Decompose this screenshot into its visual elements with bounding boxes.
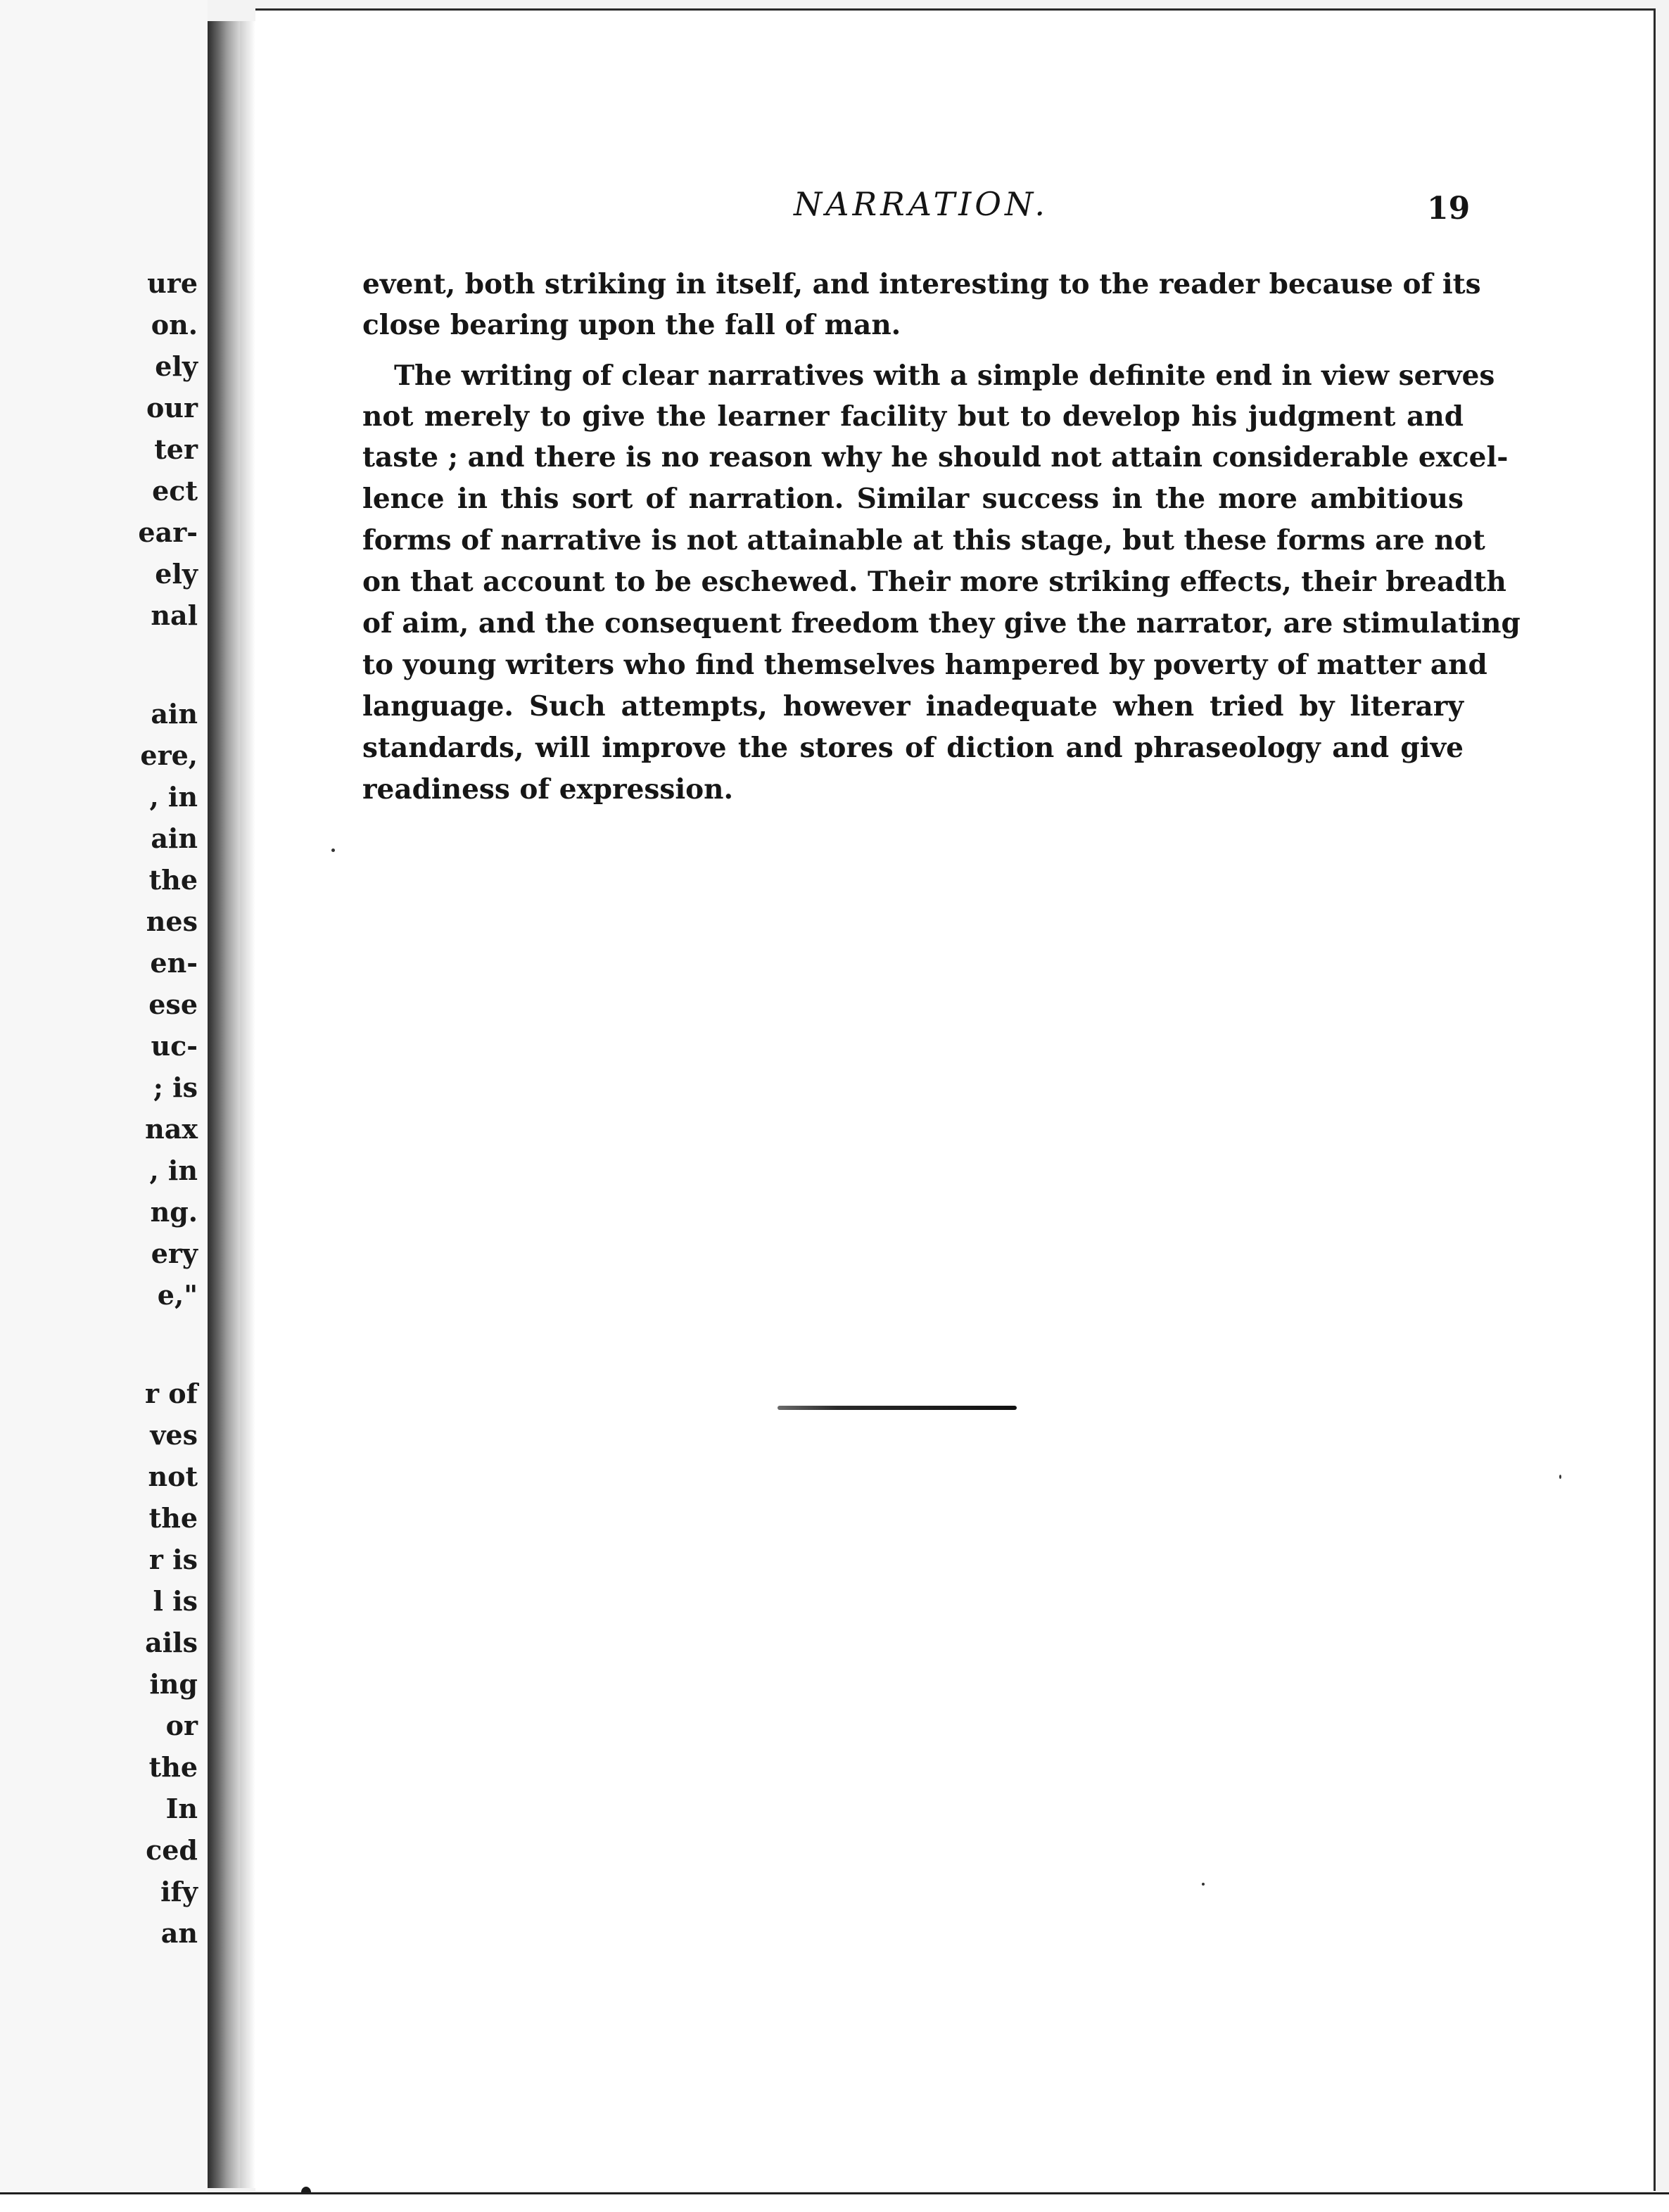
left-fragment: , in bbox=[149, 1155, 198, 1186]
left-fragment: ear- bbox=[138, 516, 198, 548]
running-title: NARRATION. bbox=[794, 185, 1048, 223]
left-fragment: ter bbox=[154, 433, 198, 465]
page-bottom-edge bbox=[0, 2192, 1669, 2212]
left-fragment: ely bbox=[155, 558, 198, 590]
left-fragment: ing bbox=[149, 1668, 198, 1700]
scan-speck bbox=[1202, 1883, 1205, 1886]
left-fragment: ng. bbox=[150, 1196, 198, 1228]
text-line: readiness of expression. bbox=[362, 773, 734, 806]
text-line: language. Such attempts, however inadequate when tried by literary bbox=[362, 690, 1464, 723]
left-fragment: an bbox=[160, 1917, 198, 1949]
left-fragment: on. bbox=[151, 309, 198, 341]
text-line: of aim, and the consequent freedom they give the narrator, are stimulating bbox=[362, 607, 1521, 640]
left-facing-page bbox=[0, 0, 208, 2212]
text-line: forms of narrative is not attainable at this stage, but these forms are not bbox=[362, 524, 1485, 557]
text-line: close bearing upon the fall of man. bbox=[362, 309, 901, 341]
scan-speck bbox=[331, 848, 335, 852]
left-fragment: nes bbox=[146, 905, 198, 937]
left-fragment: en- bbox=[150, 947, 198, 979]
left-fragment: e," bbox=[157, 1279, 198, 1311]
left-fragment: ced bbox=[146, 1834, 198, 1866]
left-fragment: our bbox=[146, 392, 198, 424]
left-fragment: the bbox=[148, 864, 198, 896]
left-fragment: , in bbox=[149, 781, 198, 813]
text-line: on that account to be eschewed. Their more striking effects, their breadth bbox=[362, 566, 1506, 598]
text-line: event, both striking in itself, and interesting to the reader because of its bbox=[362, 268, 1481, 300]
left-fragment: not bbox=[148, 1461, 198, 1492]
left-fragment: ure bbox=[147, 267, 198, 299]
left-fragment: ery bbox=[151, 1238, 198, 1269]
left-fragment: ain bbox=[151, 822, 198, 854]
left-fragment: In bbox=[165, 1793, 198, 1824]
left-page-text-fragments bbox=[1, 0, 198, 2212]
section-end-rule bbox=[778, 1406, 1017, 1410]
page-number: 19 bbox=[1427, 191, 1471, 227]
left-fragment: the bbox=[148, 1502, 198, 1534]
left-fragment: the bbox=[148, 1751, 198, 1783]
text-line: lence in this sort of narration. Similar success in the more ambitious bbox=[362, 483, 1464, 515]
text-line: The writing of clear narratives with a simple definite end in view serves bbox=[394, 360, 1495, 392]
left-fragment: ify bbox=[160, 1876, 198, 1907]
left-fragment: ain bbox=[151, 698, 198, 730]
gutter-shadow bbox=[240, 21, 255, 2188]
left-fragment: ese bbox=[148, 989, 198, 1020]
left-fragment: r is bbox=[148, 1544, 198, 1575]
left-fragment: or bbox=[165, 1710, 198, 1741]
left-fragment: r of bbox=[145, 1378, 198, 1409]
text-line: taste ; and there is no reason why he should not attain considerable excel- bbox=[362, 441, 1509, 473]
left-fragment: nal bbox=[151, 599, 198, 631]
text-line: standards, will improve the stores of diction and phraseology and give bbox=[362, 732, 1464, 764]
left-fragment: ves bbox=[150, 1419, 198, 1451]
scan-speck bbox=[1559, 1475, 1561, 1479]
left-fragment: ails bbox=[145, 1627, 198, 1658]
left-fragment: uc- bbox=[151, 1030, 198, 1062]
book-spine-gutter bbox=[208, 21, 240, 2188]
left-fragment: ely bbox=[155, 350, 198, 382]
text-line: to young writers who find themselves hampered by poverty of matter and bbox=[362, 649, 1487, 681]
left-fragment: l is bbox=[153, 1585, 198, 1617]
left-fragment: ect bbox=[152, 475, 198, 507]
text-line: not merely to give the learner facility but to develop his judgment and bbox=[362, 400, 1464, 433]
left-fragment: ere, bbox=[140, 739, 198, 771]
left-fragment: ; is bbox=[153, 1072, 198, 1103]
left-fragment: nax bbox=[145, 1113, 198, 1145]
